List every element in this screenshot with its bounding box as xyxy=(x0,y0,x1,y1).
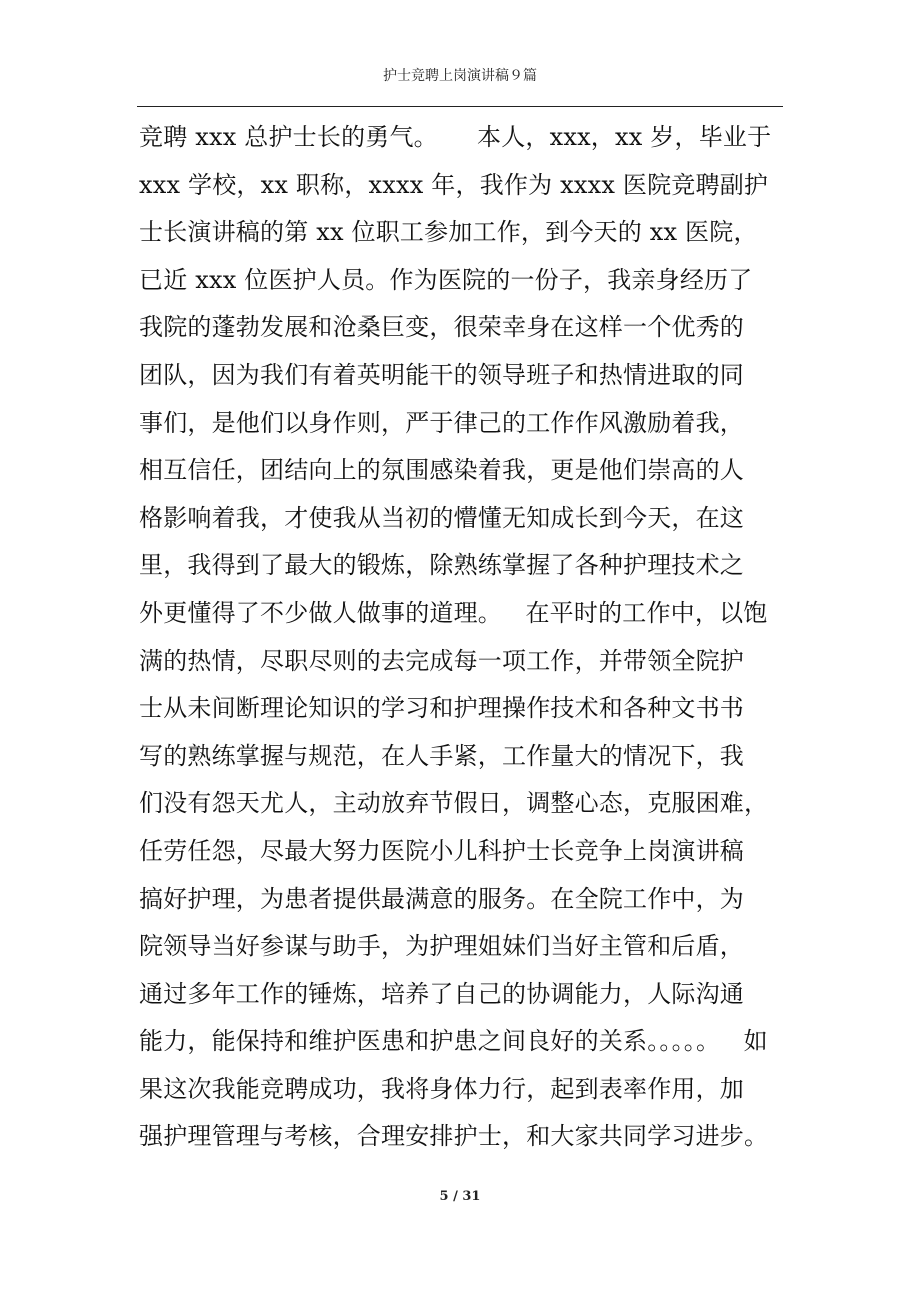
header-divider xyxy=(137,106,783,107)
text-line: xxx 学校，xx 职称，xxxx 年，我作为 xxxx 医院竞聘副护 xyxy=(139,170,769,199)
text-line: 写的熟练掌握与规范，在人手紧，工作量大的情况下，我 xyxy=(139,741,744,770)
text-line: 满的热情，尽职尽则的去完成每一项工作，并带领全院护 xyxy=(139,646,744,675)
text-line: 能力，能保持和维护医患和护患之间良好的关系。。。。。 如 xyxy=(139,1027,768,1056)
text-line: 相互信任，团结向上的氛围感染着我，更是他们崇高的人 xyxy=(139,456,744,485)
text-line: 们没有怨天尤人，主动放弃节假日，调整心态，克服困难， xyxy=(139,789,769,818)
text-line: 我院的蓬勃发展和沧桑巨变，很荣幸身在这样一个优秀的 xyxy=(139,313,744,342)
text-line: 里，我得到了最大的锻炼，除熟练掌握了各种护理技术之 xyxy=(139,551,744,580)
text-line: 外更懂得了不少做人做事的道理。 在平时的工作中，以饱 xyxy=(139,598,768,627)
page-header-title: 护士竞聘上岗演讲稿９篇 xyxy=(383,68,537,84)
text-line: 事们，是他们以身作则，严于律己的工作作风激励着我， xyxy=(139,408,744,437)
text-line: 已近 xxx 位医护人员。作为医院的一份子，我亲身经历了 xyxy=(139,265,753,294)
text-line: 任劳任怨，尽最大努力医院小儿科护士长竞争上岗演讲稿 xyxy=(139,836,744,865)
text-line: 士从未间断理论知识的学习和护理操作技术和各种文书书 xyxy=(139,694,744,723)
document-body xyxy=(139,114,789,1161)
page-number: 5 / 31 xyxy=(439,1189,481,1204)
text-line: 团队，因为我们有着英明能干的领导班子和热情进取的同 xyxy=(139,360,744,389)
text-line: 士长演讲稿的第 xx 位职工参加工作，到今天的 xx 医院， xyxy=(139,218,758,247)
text-line: 强护理管理与考核，合理安排护士，和大家共同学习进步。 xyxy=(139,1122,769,1151)
text-line: 院领导当好参谋与助手，为护理姐妹们当好主管和后盾， xyxy=(139,932,744,961)
text-line: 搞好护理，为患者提供最满意的服务。在全院工作中，为 xyxy=(139,884,744,913)
text-line: 格影响着我，才使我从当初的懵懂无知成长到今天，在这 xyxy=(139,503,744,532)
text-line: 果这次我能竞聘成功，我将身体力行，起到表率作用，加 xyxy=(139,1074,744,1103)
text-line: 竞聘 xxx 总护士长的勇气。 本人，xxx，xx 岁，毕业于 xyxy=(139,123,772,151)
text-line: 通过多年工作的锤炼，培养了自己的协调能力，人际沟通 xyxy=(139,979,744,1008)
